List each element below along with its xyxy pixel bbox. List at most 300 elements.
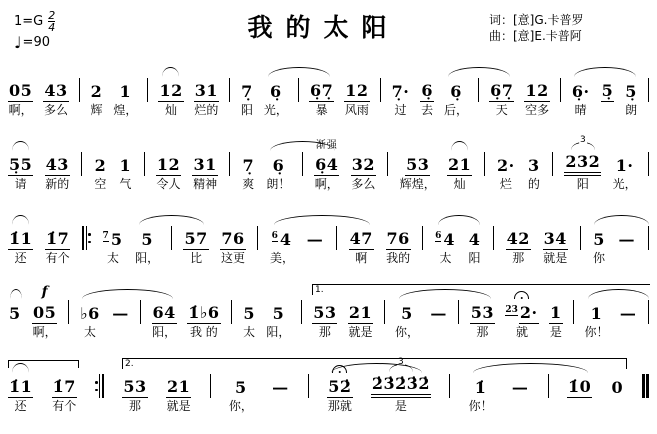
lyric-text: 太: [83, 325, 96, 339]
triplet-mark: 3: [571, 142, 595, 150]
note-cell: [122, 358, 147, 415]
note: 5: [243, 304, 255, 323]
note-cell: [314, 136, 339, 193]
lyric-text: 太: [106, 251, 119, 265]
note: 21: [448, 155, 472, 174]
note: 05: [33, 303, 57, 322]
note-row: [611, 373, 625, 398]
barline: [81, 136, 82, 193]
note-row: [45, 151, 70, 176]
quarter-note-icon: ♩: [14, 32, 22, 52]
note-cell: [271, 358, 290, 415]
note-cell: [229, 358, 253, 415]
note-row: [32, 299, 57, 324]
barline-glyph: [229, 78, 230, 102]
note-cell: [166, 358, 191, 415]
note-cell: [429, 284, 448, 341]
note: 2: [94, 156, 107, 175]
note-cell: [111, 284, 130, 341]
note-cell: [447, 136, 472, 193]
barline: [580, 210, 581, 267]
note-cell: [266, 136, 290, 193]
note: 1̇1: [9, 377, 33, 396]
note-row: [312, 299, 337, 324]
note-row: [45, 225, 70, 250]
note: 1: [119, 156, 132, 175]
note-cell: [511, 358, 530, 415]
note: 2·: [497, 156, 515, 175]
lyric-text: 暴: [315, 103, 328, 117]
note-cell: [8, 358, 33, 415]
note-row: [308, 373, 309, 398]
lyric-text: 太: [243, 325, 256, 339]
grace-notes: 6: [435, 231, 442, 241]
note-row: [8, 77, 33, 102]
note-cell: [306, 210, 325, 267]
note-row: [496, 151, 516, 176]
note-row: [648, 151, 649, 176]
lyric-text: 是: [549, 325, 562, 339]
note: 53: [470, 303, 494, 322]
note-row: [468, 225, 482, 250]
note-row: [269, 77, 283, 102]
note-row: [122, 373, 147, 398]
lyric-text: 阳: [576, 177, 589, 191]
note: —: [511, 378, 529, 397]
barline: [493, 210, 494, 267]
lyric-text: 光，: [612, 177, 637, 191]
note-cell: [158, 62, 183, 119]
note: —: [618, 230, 636, 249]
note-cell: [349, 210, 374, 267]
note-row: [400, 299, 414, 324]
note: 232: [564, 151, 601, 176]
mark-row: [332, 358, 347, 373]
barline: [548, 358, 549, 415]
note-row: [489, 77, 514, 102]
song-title: 我的太阳: [247, 13, 400, 42]
note-row: [474, 373, 488, 398]
barline: [79, 62, 80, 119]
note-row: [590, 299, 604, 324]
note-row: [119, 77, 133, 102]
note: —: [112, 304, 129, 323]
note-row: [449, 77, 463, 102]
note: 5̣: [625, 82, 637, 101]
lyric-text: 光，: [263, 103, 288, 117]
composer-credit: 曲：[意]E.卡普阿: [489, 29, 582, 43]
barline: [229, 62, 230, 119]
triplet-mark: 3: [389, 364, 413, 372]
note-row: [81, 151, 82, 176]
lyric-text: 阳: [240, 103, 253, 117]
grace-notes: 23: [505, 305, 518, 315]
lyric-text: 我 的: [189, 325, 218, 339]
mark-row: [389, 358, 413, 373]
note-row: [272, 299, 286, 324]
lyric-text: 是: [394, 399, 407, 413]
note-row: [384, 299, 385, 324]
note-row: [548, 373, 549, 398]
note-cell: [351, 136, 376, 193]
note-row: [327, 373, 352, 398]
note-row: [156, 151, 181, 176]
note: 34: [543, 229, 567, 248]
time-denominator: 4: [48, 21, 56, 34]
note-row: [349, 225, 374, 250]
note: 21: [348, 303, 373, 322]
repeat-dots: [88, 226, 91, 250]
note-cell: [611, 358, 625, 415]
note-row: [348, 299, 373, 324]
barline: [560, 62, 561, 119]
note-row: [152, 299, 177, 324]
note-row: [484, 151, 485, 176]
note-row: [493, 225, 494, 250]
lyric-text: 精神: [193, 177, 218, 191]
barline-glyph: [648, 300, 649, 324]
note: 43: [44, 81, 68, 100]
lyric-text: 还: [14, 251, 27, 265]
note-row: [229, 151, 230, 176]
barline: [336, 210, 337, 267]
note: 7̣·: [391, 82, 410, 101]
volta-label: 2.: [125, 359, 134, 369]
note-row: [391, 77, 411, 102]
note: 7̣: [242, 156, 255, 175]
note-cell: [192, 136, 217, 193]
note-cell: [420, 62, 434, 119]
note-row: [231, 299, 232, 324]
music-line: [8, 210, 649, 267]
barline: [387, 136, 388, 193]
note-cell: [524, 62, 549, 119]
note-cell: [8, 210, 33, 267]
note-cell: [194, 62, 219, 119]
barline: [648, 136, 649, 193]
lyric-text: 灿: [165, 103, 178, 117]
lyric-text: 就是: [166, 399, 191, 413]
note-cell: [312, 284, 337, 341]
barline-glyph: [257, 226, 258, 250]
note-cell: [45, 210, 70, 267]
note-row: [344, 77, 369, 102]
note-row: [564, 151, 601, 176]
barline-glyph: [548, 374, 549, 398]
barline: [478, 62, 479, 119]
note-row: [158, 77, 183, 102]
note: ♭6: [80, 304, 100, 323]
lyric-text: 你，: [228, 399, 253, 413]
note: —: [306, 230, 324, 249]
note-cell: [489, 62, 514, 119]
note-cell: [94, 136, 108, 193]
lyric-text: 朗: [625, 103, 638, 117]
barline: [144, 136, 145, 193]
lyric-text: 我的: [386, 251, 411, 265]
note: 42: [506, 229, 530, 248]
note-row: [94, 151, 108, 176]
lyric-text: 这更: [221, 251, 246, 265]
lyric-text: 天: [495, 103, 508, 117]
note: 52̇: [328, 377, 352, 396]
note-row: [140, 225, 154, 250]
note: 12: [156, 155, 181, 174]
note-cell: [571, 62, 591, 119]
note: 7̣: [241, 82, 253, 101]
note-row: [79, 299, 101, 324]
note-row: [648, 77, 649, 102]
lyric-text: 那: [129, 399, 142, 413]
barline-glyph: [336, 226, 337, 250]
note-cell: [592, 210, 606, 267]
note-cell: [135, 210, 159, 267]
note-row: [648, 225, 649, 250]
mark-row: [316, 136, 338, 151]
lyric-text: 啊: [355, 251, 368, 265]
note: 76: [386, 229, 410, 248]
lyric-text: 辉煌，: [399, 177, 436, 191]
note-cell: [395, 284, 419, 341]
barline-glyph: [387, 152, 388, 176]
note-row: [435, 225, 456, 250]
note: 1: [550, 303, 562, 322]
note: 5̣5: [9, 155, 33, 174]
note: 64: [152, 303, 176, 322]
lyric-text: 的: [527, 177, 540, 191]
barline: [302, 136, 303, 193]
lyric-text: 就: [515, 325, 528, 339]
note: 12: [159, 81, 183, 100]
note-cell: [567, 358, 592, 415]
note-cell: [506, 210, 531, 267]
note-cell: [90, 62, 104, 119]
note-row: [386, 225, 411, 250]
note: 4: [279, 230, 292, 249]
note-row: [140, 299, 141, 324]
note-cell: [187, 284, 220, 341]
lyric-text: 令人: [156, 177, 181, 191]
note: 3: [528, 156, 540, 175]
note: 12: [345, 81, 369, 100]
note-cell: [119, 136, 133, 193]
dynamic-mark: f: [41, 284, 48, 300]
barline-glyph: [422, 226, 423, 250]
note-row: [420, 77, 434, 102]
note: 4: [443, 230, 456, 249]
note-row: [302, 151, 303, 176]
note-cell: [327, 358, 352, 415]
note-row: [560, 77, 561, 102]
note: 47: [349, 229, 373, 248]
note-cell: [8, 136, 33, 193]
note-cell: [543, 210, 568, 267]
barline-glyph: [484, 152, 485, 176]
barline-glyph: [95, 374, 104, 398]
note-cell: [309, 62, 334, 119]
note-cell: [371, 358, 431, 415]
lyric-text: 风雨: [344, 103, 369, 117]
barline: [301, 284, 302, 341]
note: 6̣: [270, 82, 282, 101]
note-cell: [79, 284, 101, 341]
note-cell: [45, 136, 70, 193]
note-row: [234, 373, 248, 398]
note-row: [309, 77, 334, 102]
note-row: [144, 151, 145, 176]
note-row: [449, 373, 450, 398]
barline-glyph: [642, 374, 649, 398]
note: —: [272, 378, 289, 397]
lyric-text: 就是: [543, 251, 568, 265]
note-row: [592, 225, 606, 250]
note: 1̇0: [567, 377, 592, 396]
note-row: [573, 299, 574, 324]
note-row: [447, 151, 472, 176]
note-cell: [400, 136, 436, 193]
note: 31: [193, 155, 217, 174]
lyric-text: 阳，: [266, 325, 291, 339]
barline: [648, 210, 649, 267]
note-row: [618, 225, 637, 250]
barline-glyph: [171, 226, 172, 250]
note-cell: [220, 210, 245, 267]
barline: [229, 136, 230, 193]
note: 1̇7: [45, 229, 70, 248]
note-row: [405, 151, 430, 176]
lyric-text: 阳，: [135, 251, 160, 265]
crescendo-label: 渐强: [315, 140, 338, 151]
lyric-text: 啊，: [32, 325, 57, 339]
note-row: [8, 225, 33, 250]
note-row: [429, 299, 448, 324]
lyric-text: 爽: [242, 177, 255, 191]
note: 1̇: [474, 378, 487, 397]
note-row: [147, 77, 148, 102]
note-row: [549, 299, 563, 324]
note-cell: [240, 62, 254, 119]
music-line: [8, 62, 649, 119]
barline: [422, 210, 423, 267]
note-row: [43, 77, 68, 102]
lyric-text: 那: [512, 251, 525, 265]
note: 05: [9, 81, 33, 100]
barline-glyph: [560, 78, 561, 102]
note-row: [524, 77, 549, 102]
note-row: [187, 299, 220, 324]
note-cell: [613, 136, 637, 193]
lyric-text: 有个: [52, 399, 77, 413]
grace-notes: 7: [102, 231, 109, 241]
note-cell: [152, 284, 177, 341]
lyric-text: 过: [394, 103, 407, 117]
note-row: [642, 373, 649, 398]
note-row: [8, 151, 33, 176]
barline-glyph: [144, 152, 145, 176]
note: 5: [401, 304, 413, 323]
note-row: [194, 77, 219, 102]
note-row: [79, 77, 80, 102]
barline: [648, 284, 649, 341]
barline-glyph: [478, 78, 479, 102]
lyric-text: 煌，: [113, 103, 138, 117]
note: 5: [9, 304, 21, 323]
barline: [210, 358, 211, 415]
note: —: [619, 304, 637, 323]
note-cell: [113, 62, 137, 119]
lyric-text: 你，: [394, 325, 419, 339]
barline-glyph: [648, 152, 649, 176]
barline: [642, 358, 649, 415]
note: 6̣: [272, 156, 285, 175]
barline-glyph: [140, 300, 141, 324]
note-row: [306, 225, 325, 250]
lyric-text: 新的: [45, 177, 70, 191]
lyric-text: 那: [318, 325, 331, 339]
music-line: [8, 136, 649, 193]
note-row: [241, 151, 255, 176]
barline-glyph: [308, 374, 309, 398]
note-row: [527, 151, 541, 176]
note: 57: [184, 229, 208, 248]
barline: [648, 62, 649, 119]
note-row: [272, 151, 286, 176]
note-cell: [391, 62, 411, 119]
note-cell: [103, 210, 124, 267]
barline-glyph: [147, 78, 148, 102]
measure-cells: [8, 284, 649, 341]
barline-glyph: [552, 152, 553, 176]
note: 5: [235, 378, 247, 397]
note-row: [298, 77, 299, 102]
music-line: [8, 358, 649, 415]
note-cell: [601, 62, 615, 119]
lyric-text: 烂的: [194, 103, 219, 117]
note: 2·: [519, 303, 538, 322]
note: 53: [406, 155, 430, 174]
note-row: [314, 151, 339, 176]
note: 5: [110, 230, 123, 249]
note-row: [648, 299, 649, 324]
note-row: [171, 225, 172, 250]
note: 21: [166, 377, 191, 396]
fermata-icon: [332, 365, 347, 373]
barline: [384, 284, 385, 341]
lyricist-credit: 词：[意]G.卡普罗: [489, 13, 584, 27]
note-cell: [444, 62, 468, 119]
note-row: [478, 77, 479, 102]
note-row: [52, 373, 77, 398]
note: 6̣: [421, 81, 433, 100]
note: 6̣4: [315, 155, 339, 174]
lyric-text: 去: [421, 103, 434, 117]
note-row: [257, 225, 258, 250]
barline-glyph: [493, 226, 494, 250]
lyric-text: 太: [439, 251, 452, 265]
measure-cells: [8, 136, 649, 193]
note-row: [301, 299, 302, 324]
lyric-text: 后，: [444, 103, 469, 117]
note-row: [111, 299, 130, 324]
note-cell: [496, 136, 516, 193]
barline: [458, 284, 459, 341]
note-cell: [43, 62, 68, 119]
note-row: [351, 151, 376, 176]
note: 53: [123, 377, 147, 396]
barline-glyph: [302, 152, 303, 176]
barline: [484, 136, 485, 193]
lyric-text: 空: [94, 177, 107, 191]
